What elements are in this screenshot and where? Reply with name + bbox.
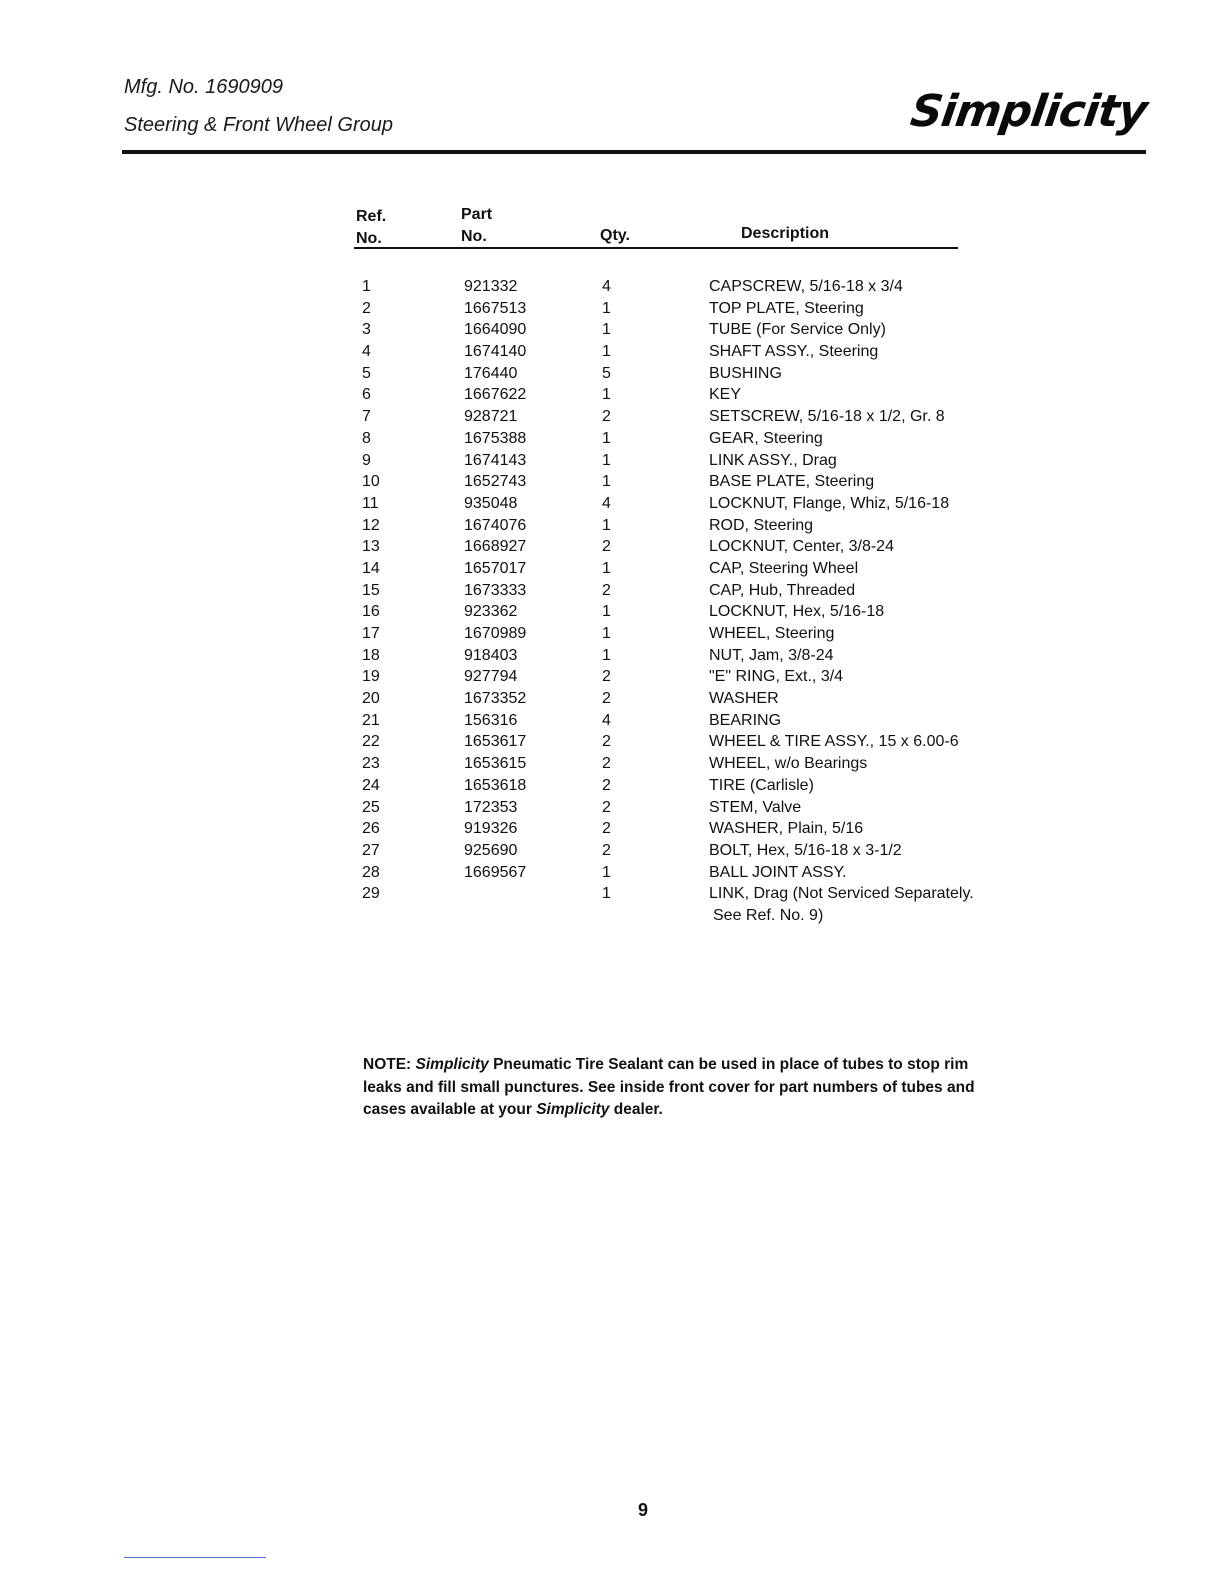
ref-cell: 22 (362, 733, 380, 751)
ref-cell: 6 (362, 386, 371, 404)
table-row (354, 471, 1054, 493)
note-brand-2: Simplicity (536, 1101, 610, 1118)
qty-cell: 2 (602, 668, 611, 686)
ref-cell: 9 (362, 451, 371, 469)
ref-cell: 2 (362, 299, 371, 317)
qty-cell: 1 (602, 603, 611, 621)
part-number-cell: 1664090 (464, 321, 527, 339)
qty-cell: 1 (602, 885, 611, 903)
table-row (354, 601, 1054, 623)
ref-cell: 7 (362, 408, 371, 426)
table-row (354, 384, 1054, 406)
table-header-rule (354, 247, 958, 249)
ref-cell: 16 (362, 603, 380, 621)
table-row (354, 276, 1054, 298)
col-header-qty: Qty. (600, 227, 630, 244)
ref-cell: 25 (362, 798, 380, 816)
qty-cell: 5 (602, 364, 611, 382)
note-label: NOTE: (363, 1056, 412, 1073)
header-rule (122, 150, 1146, 154)
description-cell: BALL JOINT ASSY. (709, 863, 847, 881)
part-number-cell: 919326 (464, 820, 518, 838)
qty-cell: 2 (602, 733, 611, 751)
sealant-note (363, 1054, 983, 1122)
description-cell: LOCKNUT, Center, 3/8-24 (709, 538, 894, 556)
table-row (354, 666, 1054, 688)
part-number-cell: 1674140 (464, 343, 527, 361)
description-cell: CAP, Steering Wheel (709, 559, 859, 577)
qty-cell: 1 (602, 343, 611, 361)
description-cell: SHAFT ASSY., Steering (709, 343, 879, 361)
ref-cell: 28 (362, 863, 380, 881)
part-number-cell: 921332 (464, 278, 518, 295)
description-cell: NUT, Jam, 3/8-24 (709, 646, 834, 664)
table-row (354, 797, 1054, 819)
ref-cell: 19 (362, 668, 380, 686)
qty-cell: 1 (602, 321, 611, 339)
table-row (354, 883, 1054, 905)
qty-cell: 1 (602, 299, 611, 317)
table-row (354, 753, 1054, 775)
description-cell: KEY (709, 386, 742, 404)
qty-cell: 1 (602, 429, 611, 447)
ref-cell: 15 (362, 581, 380, 599)
qty-cell: 4 (602, 711, 611, 729)
table-row (354, 710, 1054, 732)
table-row-continuation (354, 905, 1054, 927)
description-cell: "E" RING, Ext., 3/4 (709, 668, 844, 686)
table-row (354, 493, 1054, 515)
simplicity-logo: Simplicity (907, 86, 1150, 137)
ref-cell: 10 (362, 473, 380, 491)
qty-cell: 4 (602, 278, 611, 295)
description-cell: WHEEL & TIRE ASSY., 15 x 6.00-6 (709, 733, 959, 751)
ref-cell: 17 (362, 625, 380, 642)
footer-underline (124, 1557, 266, 1558)
parts-table (354, 276, 1054, 927)
table-row (354, 406, 1054, 428)
table-row (354, 623, 1054, 645)
qty-cell: 1 (602, 646, 611, 664)
part-number-cell: 1657017 (464, 559, 527, 577)
description-cell: SETSCREW, 5/16-18 x 1/2, Gr. 8 (709, 408, 945, 426)
qty-cell: 1 (602, 516, 611, 534)
table-row (354, 862, 1054, 884)
description-cell: BOLT, Hex, 5/16-18 x 3-1/2 (709, 841, 902, 859)
part-number-cell: 172353 (464, 798, 518, 816)
ref-cell: 5 (362, 364, 371, 382)
description-cell: ROD, Steering (709, 516, 814, 534)
ref-cell: 29 (362, 885, 380, 903)
ref-cell: 23 (362, 755, 380, 773)
table-row (354, 536, 1054, 558)
ref-cell: 1 (362, 278, 371, 295)
qty-cell: 1 (602, 625, 611, 642)
qty-cell: 1 (602, 559, 611, 577)
qty-cell: 2 (602, 408, 611, 426)
part-number-cell: 923362 (464, 603, 518, 621)
part-number-cell: 1675388 (464, 429, 527, 447)
table-row (354, 731, 1054, 753)
col-header-ref-line1: Ref. (356, 208, 387, 225)
qty-cell: 2 (602, 776, 611, 794)
ref-cell: 24 (362, 776, 380, 794)
description-cell: BEARING (709, 711, 782, 729)
table-row (354, 580, 1054, 602)
part-number-cell: 1673352 (464, 690, 527, 708)
qty-cell: 4 (602, 494, 611, 512)
ref-cell: 18 (362, 646, 380, 664)
table-row (354, 818, 1054, 840)
ref-cell: 21 (362, 711, 380, 729)
description-cell: BASE PLATE, Steering (709, 473, 875, 491)
ref-cell: 26 (362, 820, 380, 838)
description-cell: TUBE (For Service Only) (709, 321, 886, 339)
qty-cell: 2 (602, 755, 611, 773)
qty-cell: 2 (602, 690, 611, 708)
description-cell: LOCKNUT, Flange, Whiz, 5/16-18 (709, 494, 950, 512)
table-row (354, 428, 1054, 450)
part-number-cell: 1653615 (464, 755, 527, 773)
description-cell: WASHER (709, 690, 779, 708)
ref-cell: 4 (362, 343, 371, 361)
part-number-cell: 1674143 (464, 451, 527, 469)
description-cell: LOCKNUT, Hex, 5/16-18 (709, 603, 885, 621)
description-cell: WHEEL, Steering (709, 625, 835, 642)
part-number-cell: 918403 (464, 646, 518, 664)
table-row (354, 558, 1054, 580)
qty-cell: 1 (602, 451, 611, 469)
description-cell: BUSHING (709, 364, 782, 382)
group-title: Steering & Front Wheel Group (124, 114, 394, 136)
col-header-ref-line2: No. (356, 230, 382, 247)
note-text: Pneumatic Tire Sealant can be used in place of tubes to stop rim leaks and fill small punctures. See inside front cover for part numbers of tubes and cases available at your (363, 1056, 975, 1118)
table-row (354, 840, 1054, 862)
part-number-cell: 1668927 (464, 538, 527, 556)
qty-cell: 1 (602, 473, 611, 491)
col-header-description: Description (741, 225, 830, 242)
col-header-part (461, 204, 492, 248)
qty-cell: 2 (602, 820, 611, 838)
qty-cell: 2 (602, 581, 611, 599)
part-number-cell: 927794 (464, 668, 518, 686)
description-cell: TOP PLATE, Steering (709, 299, 864, 317)
part-number-cell: 1673333 (464, 581, 527, 599)
ref-cell: 13 (362, 538, 380, 556)
note-text-2: dealer. (613, 1101, 663, 1118)
qty-cell: 2 (602, 798, 611, 816)
table-row (354, 363, 1054, 385)
description-cell: CAPSCREW, 5/16-18 x 3/4 (709, 278, 903, 295)
description-cell-continued: See Ref. No. 9) (713, 906, 824, 924)
ref-cell: 14 (362, 559, 380, 577)
table-row (354, 515, 1054, 537)
part-number-cell: 1667513 (464, 299, 527, 317)
table-row (354, 319, 1054, 341)
mfg-number: Mfg. No. 1690909 (124, 76, 283, 98)
part-number-cell: 1670989 (464, 625, 527, 642)
table-row (354, 775, 1054, 797)
description-cell: CAP, Hub, Threaded (709, 581, 856, 599)
table-row (354, 341, 1054, 363)
col-header-part-line2: No. (461, 228, 487, 245)
part-number-cell: 1667622 (464, 386, 527, 404)
part-number-cell: 935048 (464, 494, 518, 512)
part-number-cell: 1653617 (464, 733, 527, 751)
part-number-cell: 925690 (464, 841, 518, 859)
description-cell: WASHER, Plain, 5/16 (709, 820, 864, 838)
part-number-cell: 1669567 (464, 863, 527, 881)
qty-cell: 2 (602, 841, 611, 859)
part-number-cell: 176440 (464, 364, 518, 382)
ref-cell: 11 (362, 494, 379, 512)
note-brand: Simplicity (415, 1056, 489, 1073)
description-cell: WHEEL, w/o Bearings (709, 755, 868, 773)
ref-cell: 3 (362, 321, 371, 339)
ref-cell: 12 (362, 516, 380, 534)
qty-cell: 1 (602, 863, 611, 881)
page-number: 9 (638, 1500, 649, 1520)
qty-cell: 2 (602, 538, 611, 556)
table-row (354, 645, 1054, 667)
qty-cell: 1 (602, 386, 611, 404)
table-row (354, 688, 1054, 710)
table-row (354, 450, 1054, 472)
table-row (354, 298, 1054, 320)
col-header-ref (356, 206, 386, 250)
description-cell: STEM, Valve (709, 798, 802, 816)
part-number-cell: 928721 (464, 408, 518, 426)
ref-cell: 20 (362, 690, 380, 708)
description-cell: LINK, Drag (Not Serviced Separately. (709, 885, 974, 903)
description-cell: TIRE (Carlisle) (709, 776, 814, 794)
part-number-cell: 1674076 (464, 516, 527, 534)
ref-cell: 8 (362, 429, 371, 447)
col-header-part-line1: Part (461, 206, 493, 223)
part-number-cell: 1652743 (464, 473, 527, 491)
description-cell: LINK ASSY., Drag (709, 451, 837, 469)
ref-cell: 27 (362, 841, 380, 859)
description-cell: GEAR, Steering (709, 429, 823, 447)
part-number-cell: 1653618 (464, 776, 527, 794)
part-number-cell: 156316 (464, 711, 518, 729)
